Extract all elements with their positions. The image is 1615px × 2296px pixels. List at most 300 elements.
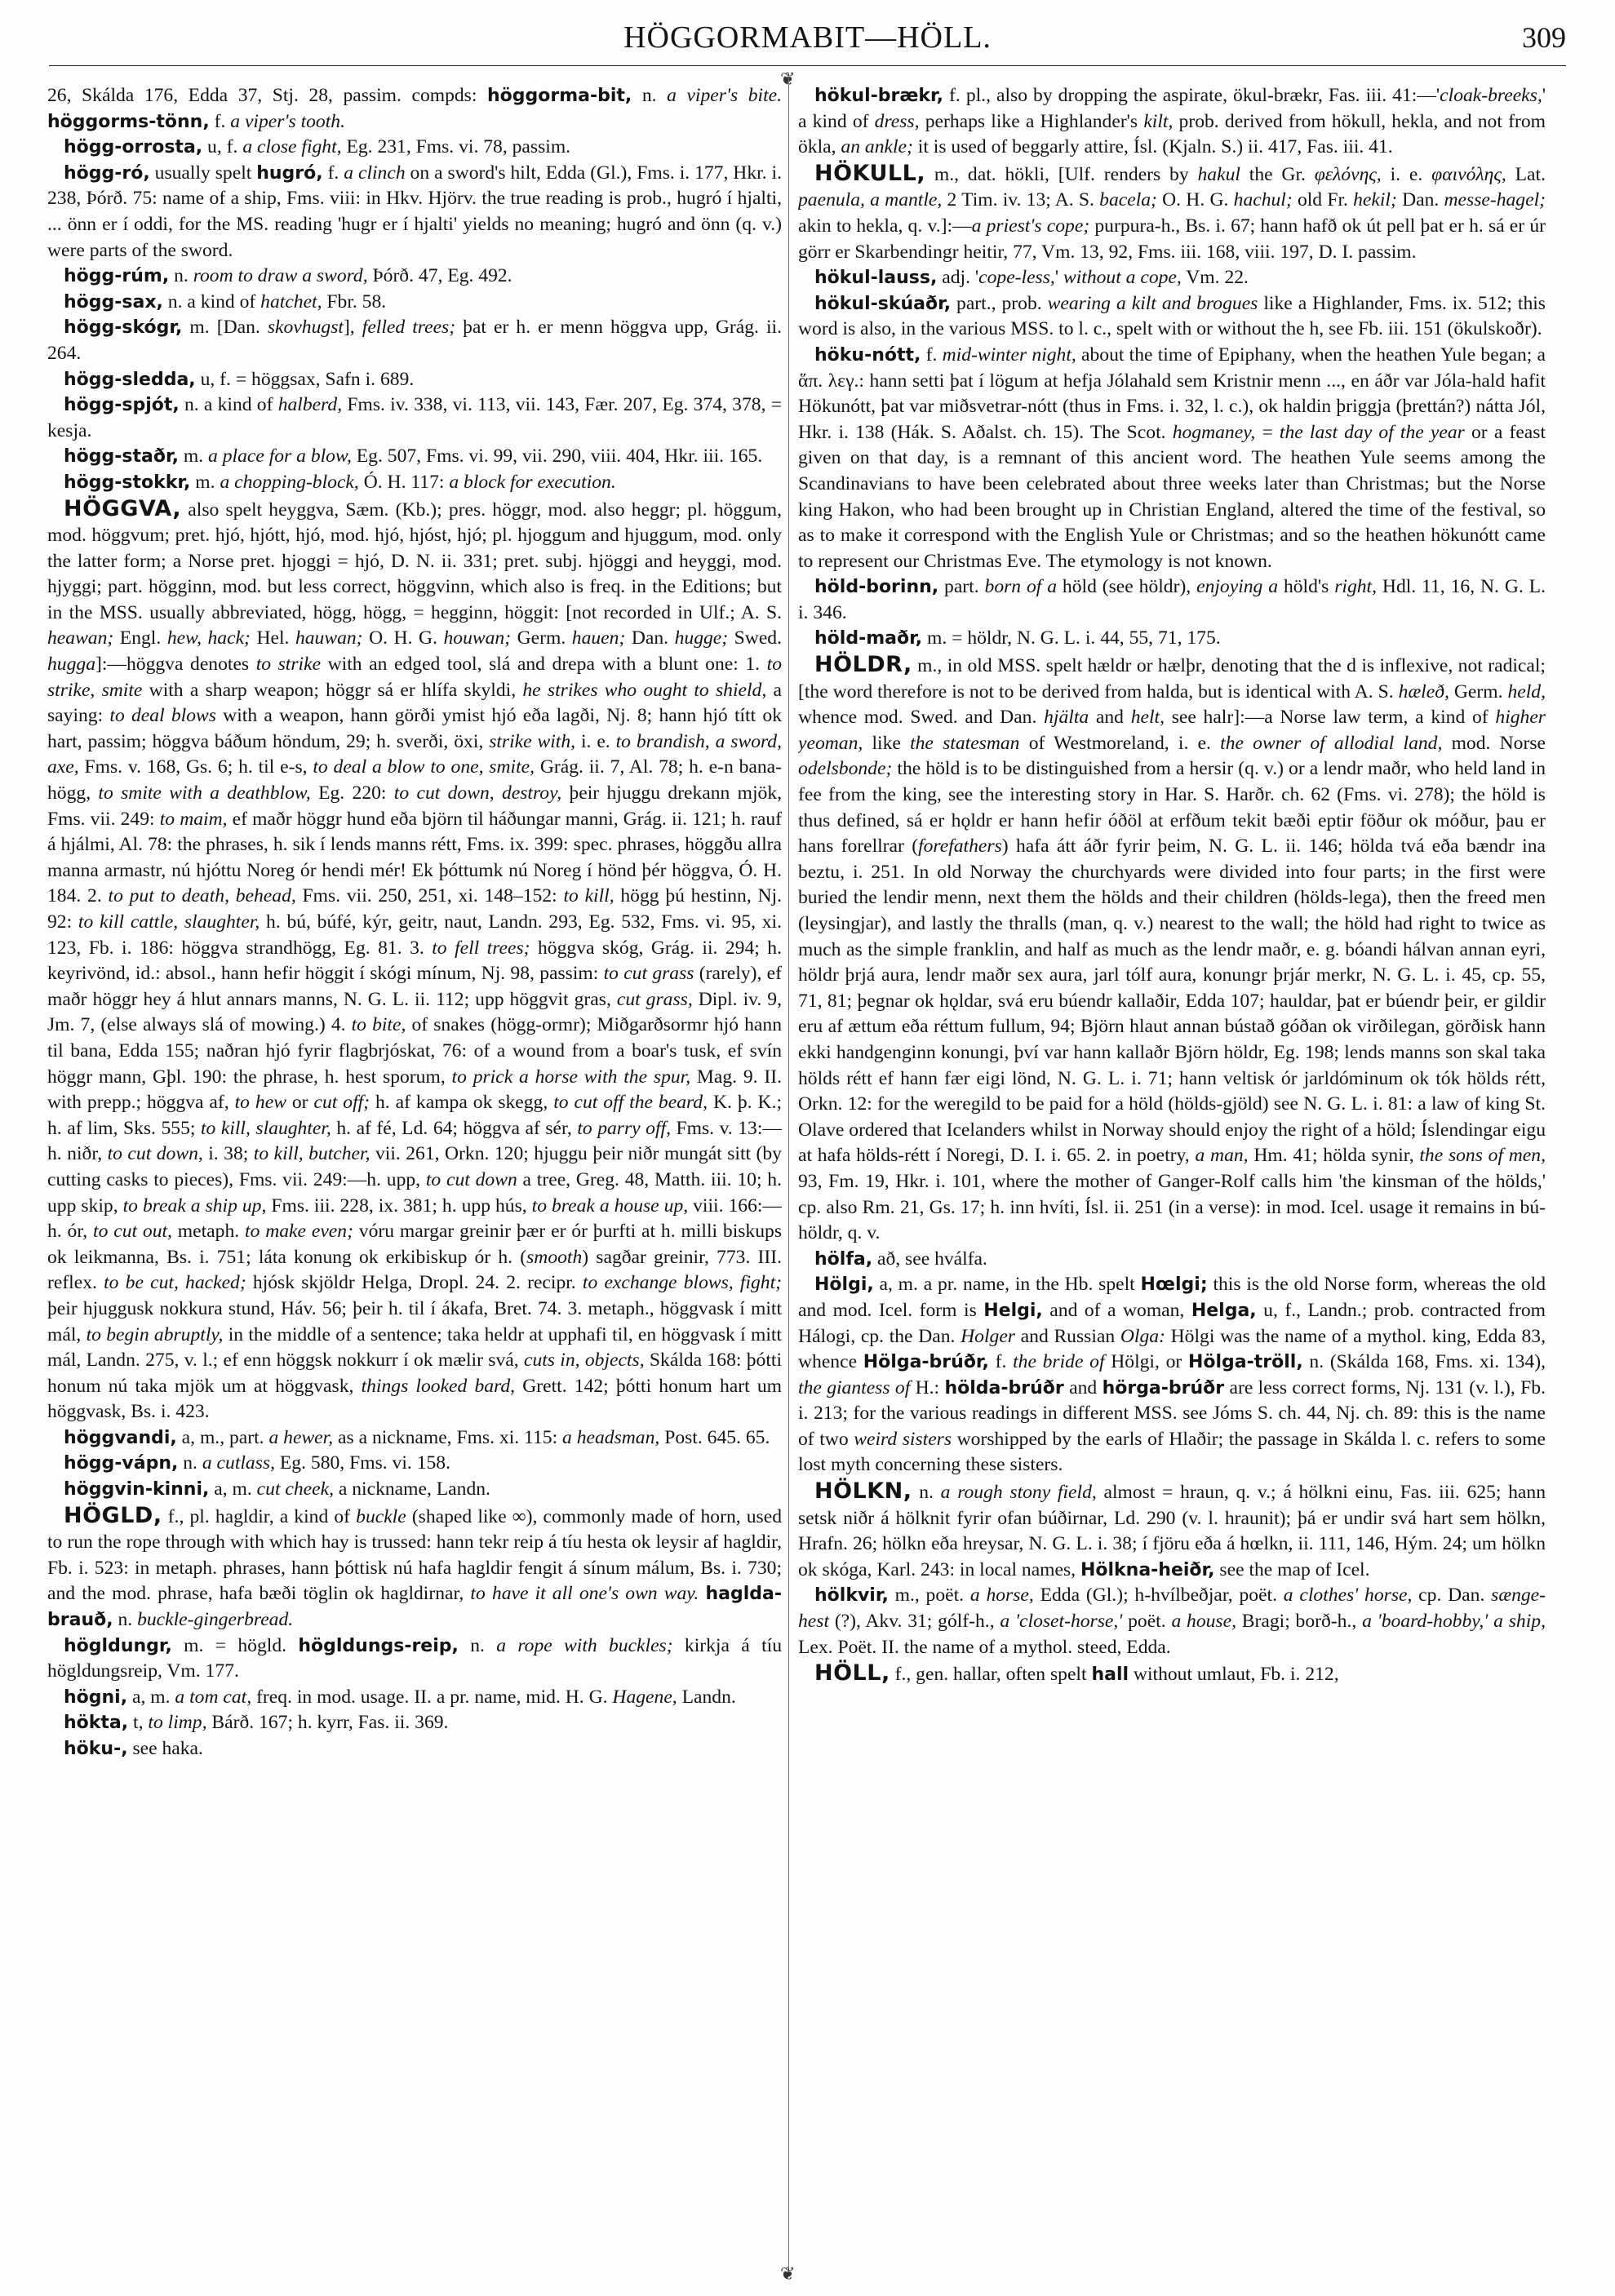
translation: to prick a horse with the spur, — [451, 1066, 691, 1088]
dictionary-entry — [798, 652, 1546, 1247]
translation: φαινόλης, — [1431, 163, 1506, 185]
translation: a priest's cope; — [971, 215, 1090, 237]
translation: to strike — [255, 654, 322, 676]
entry-text: n. — [632, 85, 668, 106]
entry-text: see halr]:—a Norse law term, a kind of — [1164, 707, 1496, 729]
entry-text: ) sagðar greinir, 773. III. reflex. — [47, 1246, 782, 1294]
translation: paenula, a mantle, — [798, 189, 943, 211]
translation: to break a house up, — [531, 1195, 689, 1217]
dictionary-entry — [47, 83, 782, 135]
translation: to strike, smite — [47, 654, 782, 701]
entry-text: ]:—höggva denotes — [95, 654, 256, 676]
headword: högg-sledda, — [64, 369, 196, 390]
dictionary-entry — [47, 1633, 782, 1685]
dictionary-entry — [798, 343, 1546, 574]
translation: messe-hagel; — [1444, 189, 1546, 211]
entry-text: whence mod. Swed. and Dan. — [798, 707, 1045, 729]
entry-text: Grág. ii. 7, Al. 78; h. e-n bana-högg, — [47, 756, 782, 804]
entry-text: ], — [343, 317, 362, 339]
headword: hökul-lauss, — [814, 268, 938, 289]
translation: a rope with buckles; — [496, 1634, 673, 1656]
entry-text: with an edged tool, slá and drepa with a blunt one: 1. — [321, 654, 767, 676]
dictionary-entry — [798, 291, 1546, 343]
dictionary-entry — [798, 1660, 1546, 1688]
translation: cuts in, objects, — [523, 1350, 645, 1372]
translation: helt, — [1130, 707, 1165, 729]
entry-text: Grett. 142; þótti honum hart um höggvask, Bs. i. 423. — [47, 1375, 782, 1423]
headword: hökul-skúaðr, — [814, 293, 952, 314]
translation: dress, — [874, 110, 920, 132]
translation: hugga — [47, 654, 95, 676]
translation: a clinch — [344, 162, 406, 184]
headword: höggorma-bit, — [486, 86, 632, 106]
translation: a cutlass, — [202, 1452, 275, 1474]
translation: Olga: — [1120, 1325, 1165, 1347]
headword: högg-sax, — [64, 291, 163, 312]
headword: HÖLL, — [814, 1660, 890, 1687]
dictionary-entry — [798, 1478, 1546, 1583]
entry-text: ) hafa átt áðr fyrir þeim, N. G. L. ii. 146; hölda tvá eða bændr ina beztu, i. 251. In old Norway the churchyards were divided into four parts; in the first were buried the lendir menn, next them the hölds and their children (hölds-lega), then the freed men (leysingjar), and lastly the thralls (man, q. v.) nearest to the wall; the höld had right to twice as much as the simple franklin, and half as much as the lendr maðr, e. g. bóandi hálvan annan eyri, höldr þrjá aura, lendr maðr sex aura, jarl tólf aura, konungr þrjár merkr, N. G. L. i. 45, cp. 55, 71, 81; þegnar ok hǫldar, svá eru búendr kallaðir, Edda 107; hauldar, þat er búendr þeir, er gildir eru af ættum eða réttum fullum, 94; Björn hlaut annan bústað góðan ok virðilegan, görðisk hann ekki handgenginn konungi, því var hann kallaðr Björn höldr, Eg. 198; lends manns son skal taka hölds rétt ef hann fær eigi lönd, N. G. L. i. 71; hann veltisk ór jarldóminum ok tók hölds rétt, Orkn. 12: for the weregild to be paid for a höld (hölds-gjöld) see N. G. L. i. 81: a law of king St. Olave ordered that Icelanders whilst in Norway should enjoy the right of a höld; Íslendingar eigu at hafa hölds-rétt í Noregi, D. I. i. 65. 2. in poetry, — [798, 836, 1546, 1167]
translation: room to draw a sword, — [193, 265, 368, 287]
headword: hökul-brækr, — [814, 86, 943, 106]
entry-text: ' a kind of — [798, 85, 1546, 132]
entry-text: of Westmoreland, i. e. — [1019, 732, 1221, 754]
translation: hachul; — [1233, 189, 1293, 211]
entry-text: u, f. = höggsax, Safn i. 689. — [195, 368, 415, 390]
headword: hölda-brúðr — [944, 1377, 1064, 1398]
column-ornament-top: ❦ — [780, 69, 796, 89]
entry-text: Fms. iii. 228, ix. 381; h. upp hús, — [266, 1195, 532, 1217]
entry-text: a, m., part. — [176, 1426, 269, 1448]
entry-text: f. pl., also by dropping the aspirate, ökul-brækr, Fas. iii. 41:—' — [943, 85, 1440, 106]
entry-text: h. bú, búfé, kýr, geitr, naut, Landn. 293, Eg. 532, Fms. vi. 95, xi. 123, Fb. i. 186: höggva strandhögg, Eg. 81. 3. — [47, 911, 782, 959]
translation: a 'closet-horse,' — [1000, 1611, 1123, 1633]
translation: to cut down — [425, 1168, 517, 1190]
entry-text: compds: — [411, 85, 487, 106]
dictionary-entry — [47, 1736, 782, 1762]
dictionary-entry — [798, 1272, 1546, 1478]
translation: cope-less, — [978, 267, 1055, 289]
dictionary-entry — [798, 1583, 1546, 1660]
entry-text: on a sword's hilt, Edda (Gl.), Fms. i. 177, Hkr. i. 238, Þórð. 75: name of a ship, Fms. viii: in Hkv. Hjörv. the true reading is prob., hugró í hjalti, ... önn er í oddi, for the MS. reading 'hugr er í hjalti' yields no meaning; hugró and önn (q. v.) were parts of the sword. — [47, 162, 782, 261]
translation: hakul — [1197, 163, 1240, 185]
entry-text: worshipped by the earls of Hlaðir; the passage in Skálda l. c. refers to some lost myth concerning these sisters. — [798, 1428, 1546, 1476]
headword: högg-skógr, — [64, 317, 183, 339]
translation: a tom cat, — [175, 1686, 252, 1708]
dictionary-entry — [798, 626, 1546, 652]
entry-text: see haka. — [127, 1738, 203, 1759]
dictionary-entry — [798, 83, 1546, 161]
translation: strike with, — [489, 730, 576, 752]
headword: Helgi, — [983, 1300, 1043, 1321]
entry-text: this is the old Norse form, whereas the old and mod. Icel. form is — [798, 1274, 1546, 1321]
entry-text: freq. in mod. usage. II. a pr. name, mid. H. G. — [251, 1686, 613, 1708]
headword: Hölkna-heiðr, — [1080, 1559, 1215, 1580]
dictionary-entry — [47, 1685, 782, 1711]
translation: the giantess of — [798, 1376, 911, 1398]
translation: to kill cattle, slaughter, — [78, 911, 260, 933]
running-head: HÖGGORMABIT—HÖLL. — [623, 20, 992, 55]
entry-text: viii. 166:—h. ór, — [47, 1195, 782, 1243]
entry-text: f. — [209, 110, 231, 132]
entry-text: purpura-h., Bs. i. 67; hann hafð ok út pell þat er h. sá er úr görr er Skarbendingr heitir, 77, Vm. 13, 92, Fms. iii. 168, viii. 197, D. I. passim. — [798, 215, 1546, 263]
entry-text: Fms. v. 168, Gs. 6; h. til e-s, — [78, 756, 313, 778]
entry-text: prob. derived from hökull, hekla, and not from ökla, — [798, 110, 1546, 158]
entry-text: usually spelt — [149, 162, 257, 184]
entry-text: O. H. G. — [1156, 189, 1234, 211]
dictionary-entry — [47, 290, 782, 316]
translation: a chopping-block, — [220, 471, 359, 493]
translation: to make even; — [245, 1221, 353, 1243]
entry-text: cp. Dan. — [1412, 1585, 1492, 1607]
translation: a place for a blow, — [208, 445, 352, 468]
headword: höggvin-kinni, — [64, 1479, 210, 1500]
entry-text: it is used of beggarly attire, Ísl. (Kjaln. S.) ii. 417, Fas. iii. 41. — [912, 136, 1393, 158]
entry-text: a nickname, Landn. — [333, 1478, 490, 1500]
headword: höggvandi, — [64, 1427, 177, 1448]
entry-text: m. — [178, 445, 209, 468]
column-divider — [788, 78, 789, 2273]
headword: högni, — [64, 1687, 128, 1708]
translation: to smite with a deathblow, — [98, 782, 311, 804]
entry-text: n. — [178, 1452, 202, 1474]
entry-text: m. = högld. — [171, 1634, 299, 1656]
entry-text: höld's — [1278, 576, 1335, 598]
entry-text: Germ. — [1449, 680, 1508, 703]
translation: a rough stony field, — [940, 1482, 1097, 1504]
dictionary-entry — [47, 161, 782, 264]
translation: to break a ship up, — [122, 1195, 267, 1217]
entry-text: see the map of Icel. — [1214, 1558, 1370, 1580]
headword: HÖKULL, — [814, 160, 926, 186]
entry-text: i. 38; — [202, 1143, 254, 1165]
translation: born of a — [984, 576, 1058, 598]
translation: to brandish, a sword, axe, — [47, 730, 782, 778]
entry-text: O. H. G. — [362, 627, 444, 649]
dictionary-entry — [47, 264, 782, 290]
entry-text: f. — [322, 162, 344, 184]
entry-text: þat er h. er menn höggva upp, Grág. ii. 264. — [47, 317, 782, 364]
translation: a man, — [1195, 1145, 1249, 1167]
headword: högldungr, — [64, 1635, 172, 1656]
translation: things looked bard, — [361, 1375, 516, 1397]
entry-text: i. e. — [575, 730, 616, 752]
entry-text: the höld is to be distinguished from a hersir (q. v.) or a lendr maðr, who held land in fee from the king, see the interesting story in Har. S. Harðr. ch. 62 (Fms. vi. 278); the höld is thus defined, sá er hǫldr er hann hefir óðöl at erfðum tekit bæði eptir föður ok móður, þau er hans forellrar ( — [798, 758, 1546, 858]
translation: buckle — [356, 1505, 406, 1527]
entry-text: Skálda 168: þótti honum nú taka mjök um at höggvask, — [47, 1350, 782, 1397]
entry-text: n. — [113, 1609, 138, 1631]
entry-text: almost = hraun, q. v.; á hölkni einu, Fas. iii. 625; hann setsk niðr á hölknit fyrir ofan búðirnar, Ld. 290 (v. l. hraunit); þá er undir svá hart sem hölkn, Hrafn. 26; hölkn eða hreysar, N. G. L. i. 38; í fjöru eða á hœlkn, ii. 111, 146, Hým. 24; um hölkn ok skóga, Karl. 243: in local names, — [798, 1482, 1546, 1580]
dictionary-entry — [47, 470, 782, 496]
dictionary-entry — [47, 135, 782, 161]
headword: högg-stokkr, — [64, 472, 191, 493]
entry-text: vóru margar greinir þær er ór þurfti at h. milli biskups ok leikmanna, Bs. i. 751; láta konung ok erkibiskup ór h. ( — [47, 1221, 782, 1268]
translation: bacela; — [1099, 189, 1157, 211]
entry-text: Fms. v. 13:—h. niðr, — [47, 1117, 782, 1165]
dictionary-entry — [47, 367, 782, 393]
translation: higher yeoman, — [798, 707, 1546, 754]
entry-text: Dan. — [1396, 189, 1444, 211]
headword: högldungs-reip, — [298, 1635, 459, 1656]
translation: to deal a blow to one, smite, — [313, 756, 535, 778]
entry-text: (shaped like ∞), commonly made of horn, used to run the rope through with which hay is trussed: hann tekr reip á tíu hesta ok leysir af hagldir, Fb. i. 523: in metaph. phrases, hann þóttisk nú hafa hagldir fengit á sínum málum, Bs. i. 730; and the mod. phrase, hafa bæði töglin ok hagldirnar, — [47, 1505, 782, 1605]
headword: högg-ró, — [64, 162, 150, 184]
headword: höku-nótt, — [814, 344, 921, 366]
translation: the statesman — [910, 732, 1020, 754]
entry-text: Hölgi was the name of a mythol. king, Edda 83, whence — [798, 1325, 1546, 1373]
translation: right, — [1334, 576, 1378, 598]
left-column — [47, 83, 782, 2285]
entry-text: ' — [1054, 267, 1063, 289]
entry-text: f., pl. hagldir, a kind of — [162, 1505, 357, 1527]
headword: höku-, — [64, 1739, 128, 1759]
entry-text: (?), Akv. 31; gólf-h., — [829, 1611, 1001, 1633]
entry-text: m., in old MSS. spelt hældr or hælþr, denoting that the d is inflexive, not radical; [the word therefore is not to be derived from halda, but is identical with A. S. — [798, 655, 1546, 703]
translation: to have it all one's own way. — [470, 1583, 699, 1605]
entry-text: Hel. — [250, 627, 295, 649]
entry-text: Eg. 220: — [310, 782, 394, 804]
entry-text: Fms. vii. 250, 251, xi. 148–152: — [295, 885, 564, 907]
entry-text: Hölgi, or — [1104, 1351, 1188, 1373]
entry-text: about the time of Epiphany, when the heathen Yule began; a ἅπ. λεγ.: hann setti þat í lögum at hefja Jólahald sem Kristnir menn ..., en áðr var Jóla-hald hafit Hökunótt, þat var miðsvetrar-nótt (thus in Fms. i. 32, l. c.), ok haldin þriggja (þrettán?) nátta Jól, Hkr. i. 138 (Hák. S. Aðalst. ch. 15). The Scot. — [798, 344, 1546, 443]
entry-text: old Fr. — [1292, 189, 1354, 211]
entry-text: Hdl. 11, 16, N. G. L. i. 346. — [798, 576, 1546, 623]
entry-text: (rarely), ef maðr höggr hey á hlut annars manns, N. G. L. ii. 112; upp höggvit gras, — [47, 963, 782, 1010]
translation: the owner of allodial land, — [1220, 732, 1443, 754]
entry-text: Landn. — [677, 1686, 736, 1708]
translation: the sons of men, — [1419, 1145, 1546, 1167]
translation: an ankle; — [841, 136, 913, 158]
translation: a 'board-hobby,' a ship, — [1362, 1611, 1546, 1633]
entry-text: Lat. — [1506, 163, 1546, 185]
entry-text: h. af fé, Ld. 64; höggva af sér, — [331, 1117, 578, 1139]
entry-text: Swed. — [728, 627, 782, 649]
translation: cut grass, — [616, 988, 693, 1010]
entry-text: 26, Skálda 176, Edda 37, Stj. 28, passim. — [47, 85, 412, 106]
translation: to maim, — [159, 808, 228, 830]
headword: hörga-brúðr — [1102, 1377, 1225, 1398]
entry-text: kirkja á tíu högldungsreip, Vm. 177. — [47, 1634, 782, 1682]
entry-text: n. a kind of — [179, 394, 278, 416]
translation: hatchet, — [260, 290, 322, 312]
translation: to fell trees; — [432, 937, 530, 959]
dictionary-entry — [47, 392, 782, 444]
translation: cloak-breeks, — [1440, 85, 1542, 106]
entry-text: = — [1255, 421, 1280, 443]
headword: högg-orrosta, — [64, 137, 203, 158]
entry-text: m. — [190, 471, 220, 493]
translation: to cut grass — [603, 963, 694, 985]
headword: Hœlgi; — [1140, 1274, 1208, 1296]
entry-text: mod. Norse — [1442, 732, 1546, 754]
translation: houwan; — [443, 627, 512, 649]
entry-text: n. — [458, 1634, 497, 1656]
translation: to bite, — [351, 1014, 406, 1036]
entry-text: n. a kind of — [162, 290, 261, 312]
entry-text: Bragi; borð-h., — [1236, 1611, 1363, 1633]
translation: cut off; — [313, 1092, 370, 1114]
entry-text: Fms. iv. 338, vi. 113, vii. 143, Fær. 207, Eg. 374, 378, = kesja. — [47, 394, 782, 441]
entry-text: m. [Dan. — [182, 317, 268, 339]
entry-text: höggva skóg, Grág. ii. 294; h. keyrivönd, id.: absol., hann hefir höggit í skógi mínum, Nj. 98, passim: — [47, 937, 782, 985]
headword: högg-staðr, — [64, 446, 179, 468]
page-number: 309 — [1522, 21, 1566, 54]
headword: Hölga-brúðr, — [863, 1352, 989, 1373]
headword: hall — [1091, 1664, 1129, 1686]
entry-text: Dan. — [625, 627, 675, 649]
entry-text: h. af kampa ok skegg, — [370, 1092, 554, 1114]
headword: höld-borinn, — [814, 577, 939, 598]
entry-text: t, — [128, 1712, 149, 1734]
entry-text: hjósk skjöldr Helga, Dropl. 24. 2. recipr. — [246, 1272, 583, 1294]
entry-text: metaph. — [171, 1221, 246, 1243]
entry-text: and Russian — [1014, 1325, 1120, 1347]
entry-text: also spelt heyggva, Sæm. (Kb.); pres. höggr, mod. also heggr; pl. höggum, mod. höggvum; pret. hjó, hjótt, hjó, mod. hjó, hjóst, hjó; pl. hjoggum and hjuggum, mod. only the latter form; a Norse pret. hjoggi = hjó, D. N. ii. 331; pret. subj. hjöggi and heyggi, mod. hjyggi; part. högginn, mod. but less correct, höggvinn, which also is freq. in the Editions; but in the MSS. usually abbreviated, högg, högg, = hegginn, höggit: [not recorded in Ulf.; A. S. — [47, 499, 782, 623]
translation: a viper's tooth. — [230, 110, 345, 132]
entry-text: or — [286, 1092, 314, 1114]
translation: buckle-gingerbread. — [137, 1609, 294, 1631]
entry-text: n. — [169, 265, 193, 287]
headword: hökta, — [64, 1713, 129, 1734]
entry-text: 93, Fm. 19, Hkr. i. 101, where the mother of Ganger-Rolf calls him 'the kinsman of the hölds,' cp. also Rm. 21, Gs. 17; h. inn hvíti, Ísl. ii. 251 (in a verse): in mod. Icel. usage it remains in bú-höldr, q. v. — [798, 1170, 1546, 1244]
entry-text: Bárð. 167; h. kyrr, Fas. ii. 369. — [206, 1712, 449, 1734]
translation: sænge-hest — [798, 1585, 1546, 1633]
headword: hölfa, — [814, 1248, 873, 1270]
translation: enjoying a — [1196, 576, 1279, 598]
translation: cut cheek, — [256, 1478, 334, 1500]
translation: skovhugst — [267, 317, 344, 339]
entry-text: Hm. 41; hölda synir, — [1248, 1145, 1420, 1167]
headword: HÖLDR, — [814, 652, 912, 678]
translation: to begin abruptly, — [86, 1323, 224, 1345]
dictionary-entry — [47, 1451, 782, 1477]
entry-text: f. — [921, 344, 943, 366]
headword: haglda-brauð, — [47, 1584, 782, 1631]
entry-text: Þórð. 47, Eg. 492. — [367, 265, 512, 287]
entry-text: 2 Tim. iv. 13; A. S. — [942, 189, 1100, 211]
translation: a house, — [1171, 1611, 1236, 1633]
translation: to put to death, behead, — [108, 885, 296, 907]
translation: weird sisters — [854, 1428, 952, 1450]
entry-text: Mag. 9. II. with prepp.; höggva af, — [47, 1066, 782, 1114]
translation: hjälta — [1044, 707, 1089, 729]
translation: to exchange blows, fight; — [582, 1272, 782, 1294]
translation: without a cope, — [1063, 267, 1182, 289]
entry-text: Eg. 507, Fms. vi. 99, vii. 290, viii. 404, Hkr. iii. 165. — [351, 445, 763, 468]
entry-text: f. — [988, 1351, 1014, 1373]
entry-text: höld (see höldr), — [1057, 576, 1197, 598]
dictionary-entry — [798, 265, 1546, 291]
column-ornament-bottom: ❦ — [780, 2263, 796, 2284]
entry-text: adj. ' — [937, 267, 979, 289]
translation: a hewer, — [268, 1426, 334, 1448]
entry-text: Ó. H. 117: — [358, 471, 450, 493]
entry-text: Post. 645. 65. — [659, 1426, 770, 1448]
dictionary-entry — [47, 496, 782, 1425]
entry-text: f., gen. hallar, often spelt — [890, 1664, 1092, 1686]
entry-text: in the middle of a sentence; taka heldr at upphafi til, en höggvask í mitt mál, Landn. 275, v. l.; ef enn höggsk nokkurr í ok mælir svá, — [47, 1323, 782, 1372]
entry-text: and — [1089, 707, 1131, 729]
translation: felled trees; — [362, 317, 456, 339]
translation: smooth — [526, 1246, 583, 1268]
entry-text: perhaps like a Highlander's — [919, 110, 1144, 132]
headword: Helga, — [1191, 1300, 1257, 1321]
translation: hew, hack; — [166, 627, 251, 649]
entry-text: Dipl. iv. 9, Jm. 7, (else always slá of mowing.) 4. — [47, 988, 782, 1036]
entry-text: H.: — [910, 1376, 945, 1398]
entry-text: Lex. Poët. II. the name of a mythol. steed, Edda. — [798, 1636, 1171, 1658]
headword: hugró, — [256, 162, 323, 184]
translation: forefathers — [918, 836, 1002, 858]
translation: to parry off, — [577, 1117, 671, 1139]
entry-text: Eg. 580, Fms. vi. 158. — [275, 1452, 450, 1474]
entry-text: að, see hválfa. — [872, 1248, 987, 1270]
dictionary-entry — [47, 1425, 782, 1452]
entry-text: þeir hjuggu drekann mjök, Fms. vii. 249: — [47, 782, 782, 830]
entry-text: a saying: — [47, 679, 782, 727]
entry-text: K. þ. K.; h. af lim, Sks. 555; — [47, 1092, 782, 1139]
entry-text: or a feast given on that day, is a remnant of this ancient word. The heathen Yule seems among the Scandinavians to have been celebrated about three weeks later than Christmas; but the Norse king Hakon, who had been brought up in Christian England, altered the time of the festival, so as to make it correspond with the English Yule or Christmas; and so the heathen hökunótt came to represent our Christmas Eve. The etymology is not known. — [798, 421, 1546, 572]
entry-text: with a sharp weapon; höggr sá er hlífa skyldi, — [142, 679, 523, 701]
translation: wearing a kilt and brogues — [1047, 292, 1258, 314]
entry-text: poët. — [1122, 1611, 1172, 1633]
translation: the last day of the year — [1279, 421, 1465, 443]
entry-text: are less correct forms, Nj. 131 (v. l.), Fb. i. 213; for the various readings in different MSS. see Jóms S. ch. 44, Nj. ch. 89: this is the name of two — [798, 1376, 1546, 1450]
translation: to cut off the beard, — [553, 1092, 708, 1114]
entry-text: m., dat. hökli, [Ulf. renders by — [925, 163, 1198, 185]
entry-text: þeir hjuggusk nokkura stund, Háv. 56; þeir h. til í ákafa, Bret. 74. 3. metaph., höggvask í mitt mál, — [47, 1297, 782, 1345]
translation: held, — [1507, 680, 1546, 703]
dictionary-entry — [47, 1710, 782, 1736]
translation: Holger — [961, 1325, 1015, 1347]
translation: to kill, slaughter, — [200, 1117, 331, 1139]
entry-text: Engl. — [113, 627, 167, 649]
entry-text: with a weapon, hann görði ymist hjó eða lagði, Nj. 8; hann hjó títt ok hart, passim; höggva báðum höndum, 29; h. sverði, öxi, — [47, 705, 782, 752]
dictionary-entry — [798, 161, 1546, 265]
translation: hugge; — [674, 627, 729, 649]
page-header — [49, 15, 1566, 66]
translation: odelsbonde; — [798, 758, 893, 780]
entry-text: Fbr. 58. — [322, 290, 387, 312]
translation: a close fight, — [242, 136, 342, 158]
right-column — [798, 83, 1546, 2285]
dictionary-entry — [47, 315, 782, 366]
translation: a clothes' horse, — [1283, 1585, 1413, 1607]
dictionary-entry — [47, 1503, 782, 1633]
translation: to cut down, — [107, 1143, 203, 1165]
headword: högg-spjót, — [64, 395, 180, 416]
headword: Hölga-tröll, — [1187, 1352, 1303, 1373]
translation: hauen; — [571, 627, 626, 649]
entry-text: vii. 261, Orkn. 120; hjuggu þeir niðr mungát sitt (by cutting casks to pieces), Fms. vii. 249:—h. upp, — [47, 1143, 782, 1190]
translation: to cut down, destroy, — [393, 782, 562, 804]
entry-text: i. e. — [1381, 163, 1432, 185]
entry-text: Germ. — [511, 627, 572, 649]
translation: a block for execution. — [449, 471, 616, 493]
translation: hæleð, — [1398, 680, 1449, 703]
translation: halberd, — [277, 394, 343, 416]
entry-text: a, m. — [209, 1478, 257, 1500]
entry-text: a, m. a pr. name, in the Hb. spelt — [873, 1274, 1141, 1296]
entry-text: a tree, Greg. 48, Matth. iii. 10; h. upp skip, — [47, 1168, 782, 1217]
translation: the bride of — [1013, 1351, 1105, 1373]
translation: to kill, butcher, — [253, 1143, 370, 1165]
translation: a horse, — [969, 1585, 1034, 1607]
dictionary-entry — [798, 574, 1546, 626]
entry-text: like — [863, 732, 911, 754]
translation: to cut out, — [93, 1221, 172, 1243]
dictionary-entry — [47, 444, 782, 470]
